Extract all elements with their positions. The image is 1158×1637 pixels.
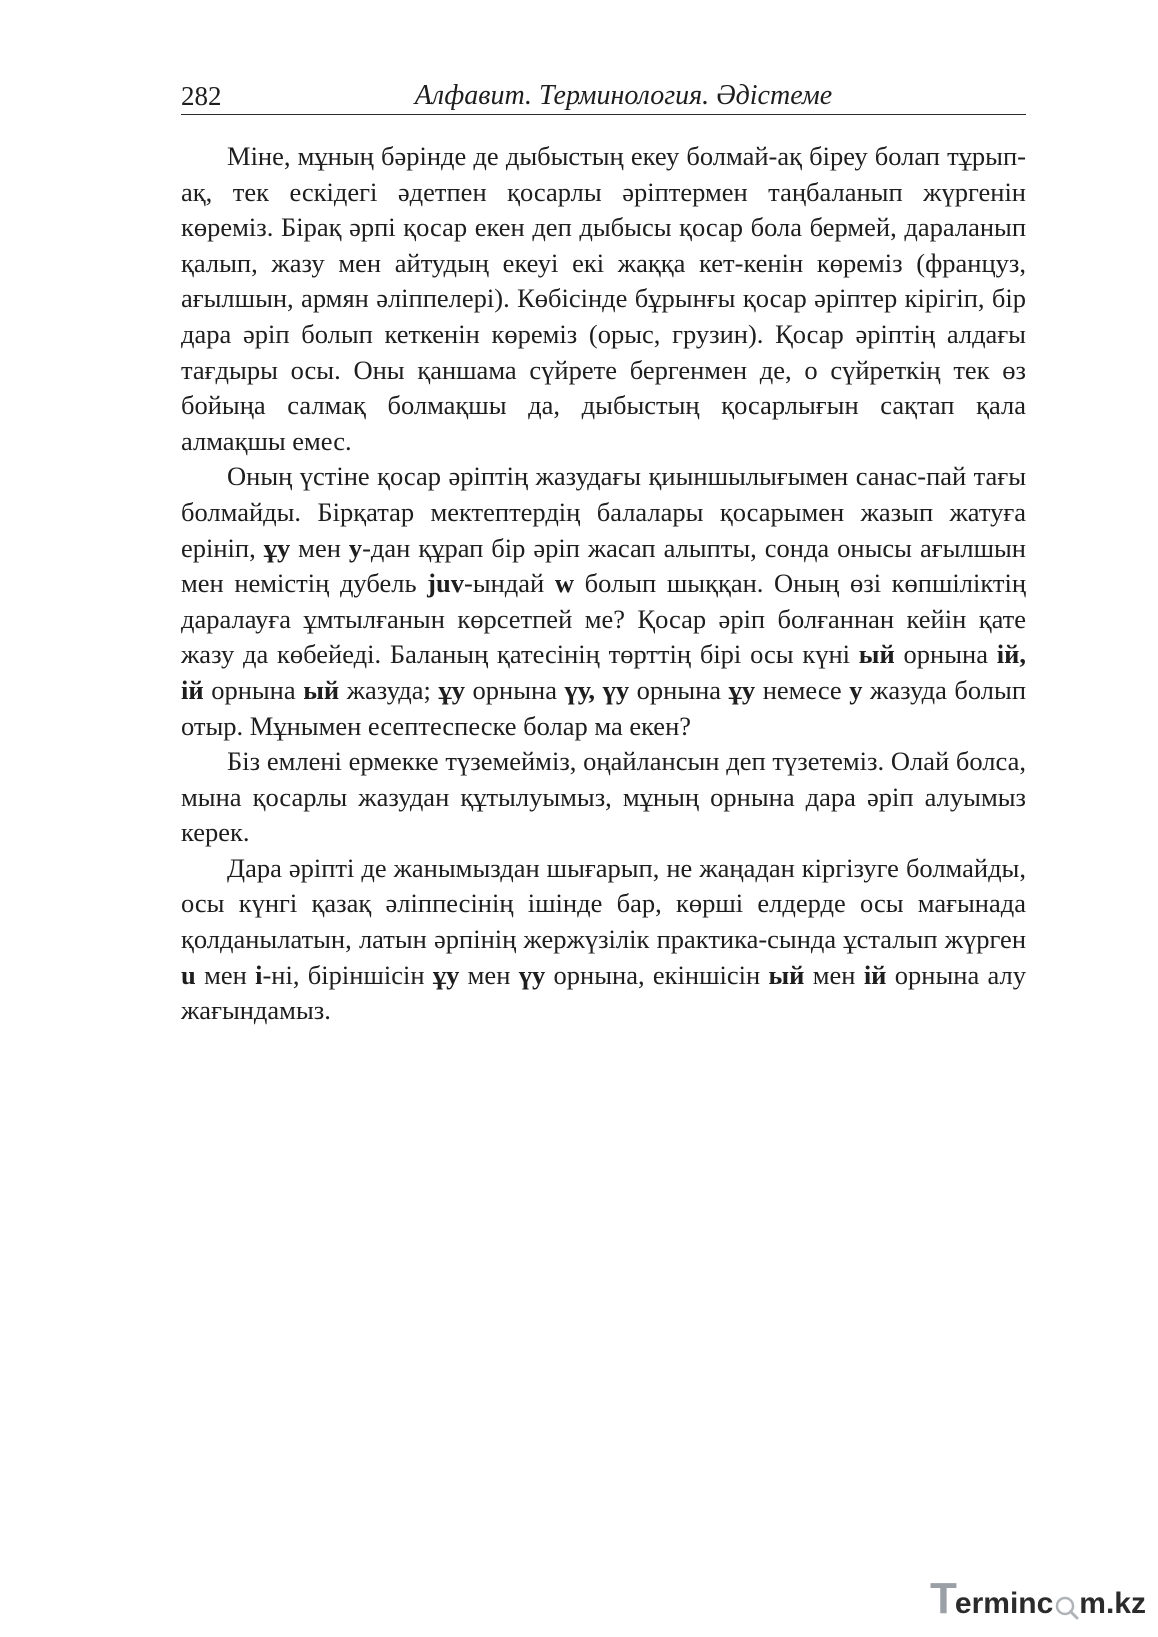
text-run: Оның үстіне қосар әріптің жазудағы қиыншылығымен санас-пай тағы болмайды. Бірқатар мектептердің балалары қосарымен жазып жатуға ерініп, bbox=[181, 461, 1026, 563]
text-run: мен bbox=[290, 532, 349, 563]
bold-text-run: у bbox=[849, 674, 863, 705]
text-run: орнына, екіншісін bbox=[545, 959, 769, 990]
text-run: орнына bbox=[464, 674, 565, 705]
watermark-text-part1: erminc bbox=[954, 1587, 1054, 1620]
text-run: Дара әріпті де жанымыздан шығарып, не жаңадан кіргізуге болмайды, осы күнгі қазақ әліппесінің ішінде бар, көрші елдерде осы мағынада қолданылатын, латын әрпінің жержүзілік практика-сында ұсталып жүрген bbox=[181, 852, 1026, 955]
text-run: немесе bbox=[755, 674, 850, 705]
text-run: -ні, біріншісін bbox=[262, 959, 433, 990]
bold-text-run: ұу bbox=[432, 959, 460, 990]
body-text bbox=[181, 139, 1026, 1029]
text-run: орнына bbox=[894, 639, 997, 670]
watermark-text-part2: m.kz bbox=[1079, 1587, 1146, 1620]
text-run: Біз емлені ермекке түземейміз, оңайлансын деп түзетеміз. Олай болса, мына қосарлы жазудан құтылуымыз, мұның орнына дара әріп алуымыз керек. bbox=[181, 746, 1026, 848]
bold-text-run: ұу bbox=[263, 532, 291, 563]
text-run: мен bbox=[804, 959, 864, 990]
paragraph bbox=[181, 459, 1026, 744]
text-run: болып шыққан. Оның өзі көпшіліктің даралауға ұмтылғанын көрсетпей ме? Қосар әріп болғаннан кейін қате жазу да көбейеді. Баланың қатесінің төрттің бірі осы күні bbox=[181, 568, 1026, 670]
text-run: жазуда; bbox=[339, 674, 439, 705]
bold-text-run: ый bbox=[768, 959, 805, 990]
bold-text-run: үу bbox=[518, 959, 546, 990]
bold-text-run: ұу bbox=[438, 674, 465, 705]
bold-text-run: i bbox=[255, 959, 263, 990]
running-title: Алфавит. Терминология. Әдістеме bbox=[414, 80, 833, 111]
text-run: мен bbox=[195, 959, 256, 990]
text-run: орнына алу жағындамыз. bbox=[181, 959, 1026, 1026]
page-header bbox=[181, 78, 1026, 115]
bold-text-run: u bbox=[181, 959, 196, 990]
text-run: -ындай bbox=[464, 568, 555, 599]
watermark-t-letter: T bbox=[930, 1574, 957, 1623]
watermark-logo bbox=[930, 1574, 1146, 1623]
paragraph bbox=[181, 851, 1026, 1029]
text-run: мен bbox=[459, 959, 519, 990]
text-run: -дан құрап бір әріп жасап алыпты, сонда онысы ағылшын мен немістің дубель bbox=[181, 532, 1026, 599]
paragraph bbox=[181, 744, 1026, 851]
bold-text-run: ұу bbox=[728, 674, 756, 705]
bold-text-run: ый bbox=[303, 674, 340, 705]
paragraph bbox=[181, 139, 1026, 459]
magnifier-icon bbox=[1053, 1587, 1079, 1621]
bold-text-run: ій, ій bbox=[181, 639, 1026, 705]
bold-text-run: w bbox=[554, 568, 575, 599]
bold-text-run: juv bbox=[427, 568, 464, 599]
bold-text-run: у bbox=[348, 532, 363, 563]
page-number: 282 bbox=[181, 81, 222, 111]
text-run: жазуда болып отыр. Мұнымен есептеспеске болар ма екен? bbox=[181, 674, 1027, 741]
bold-text-run: ій bbox=[863, 959, 887, 990]
bold-text-run: үу, үу bbox=[564, 674, 630, 705]
text-run: орнына bbox=[203, 674, 304, 705]
text-run: Міне, мұның бәрінде де дыбыстың екеу болмай-ақ біреу болап тұрып-ақ, тек ескідегі әдетпен қосарлы әріптермен таңбаланып жүргенін көреміз. Бірақ әрпі қосар екен деп дыбысы қосар бола бермей, дараланып қалып, жазу мен айтудың екеуі екі жаққа кет-кенін көреміз (француз, ағылшын, армян әліппелері). Көбісінде бұрынғы қосар әріптер кірігіп, бір дара әріп болып кеткенін көреміз (орыс, грузин). Қосар әріптің алдағы тағдыры осы. Оны қаншама сүйрете бергенмен де, о сүйреткің тек өз бойыңа салмақ болмақшы да, дыбыстың қосарлығын сақтап қала алмақшы емес. bbox=[181, 141, 1026, 456]
text-run: орнына bbox=[629, 674, 729, 705]
bold-text-run: ый bbox=[858, 639, 895, 670]
